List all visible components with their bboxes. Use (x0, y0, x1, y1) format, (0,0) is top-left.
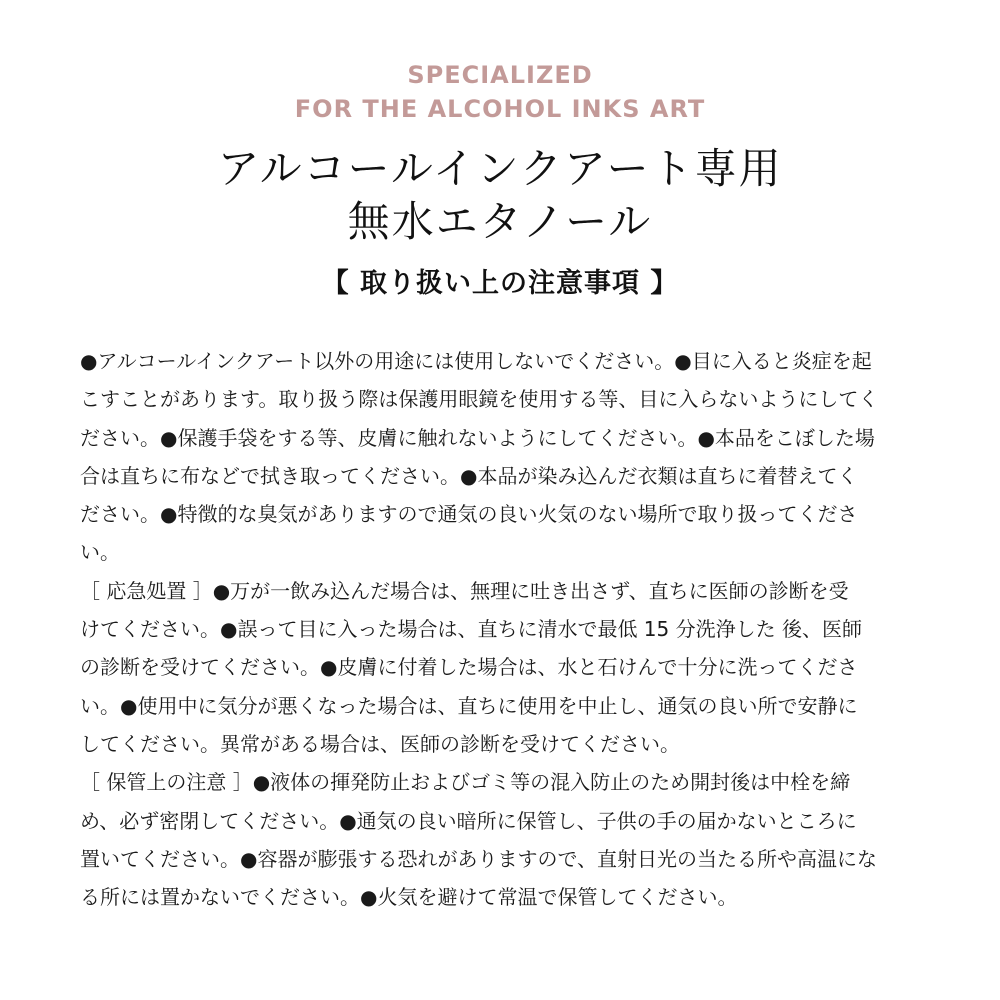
storage-line: め、必ず密閉してください。●通気の良い暗所に保管し、子供の手の届かないところに (80, 808, 857, 833)
storage-line: 置いてください。●容器が膨張する恐れがありますので、直射日光の当たる所や高温にな (80, 846, 878, 871)
product-title-line1: アルコールインクアート専用 (217, 144, 783, 193)
notice-line: ●アルコールインクアート以外の用途には使用しないでください。●目に入ると炎症を起 (80, 349, 872, 373)
first-aid-line: の診断を受けてください。●皮膚に付着した場合は、水と石けんで十分に洗ってくださ (80, 655, 858, 680)
first-aid-line: ［ 応急処置 ］●万が一飲み込んだ場合は、無理に吐き出さず、直ちに医師の診断を受 (80, 578, 849, 603)
storage-line: る所には置かないでください。●火気を避けて常温で保管してください。 (80, 885, 738, 910)
notice-heading: 【 取り扱い上の注意事項 】 (321, 268, 679, 299)
notice-body (80, 342, 926, 916)
product-title-line2: 無水エタノール (347, 197, 653, 246)
storage-line: ［ 保管上の注意 ］●液体の揮発防止およびゴミ等の混入防止のため開封後は中栓を締 (80, 770, 851, 795)
notice-line: 合は直ちに布などで拭き取ってください。●本品が染み込んだ衣類は直ちに着替えてく (80, 463, 858, 488)
first-aid-line: い。●使用中に気分が悪くなった場合は、直ちに使用を中止し、通気の良い所で安静に (80, 693, 858, 718)
notice-line: こすことがあります。取り扱う際は保護用眼鏡を使用する等、目に入らないようにしてく (80, 387, 879, 412)
english-subtitle-line1: SPECIALIZED (407, 61, 593, 89)
first-aid-line: けてください。●誤って目に入った場合は、直ちに清水で最低 15 分洗浄した 後、医師 (80, 617, 862, 642)
first-aid-line: してください。異常がある場合は、医師の診断を受けてください。 (80, 731, 680, 756)
notice-line: ださい。●保護手袋をする等、皮膚に触れないようにしてください。●本品をこぼした場 (80, 425, 875, 450)
notice-line: い。 (80, 540, 120, 565)
english-subtitle-line2: FOR THE ALCOHOL INKS ART (294, 95, 706, 123)
notice-line: ださい。●特徴的な臭気がありますので通気の良い火気のない場所で取り扱ってくださ (80, 502, 858, 527)
